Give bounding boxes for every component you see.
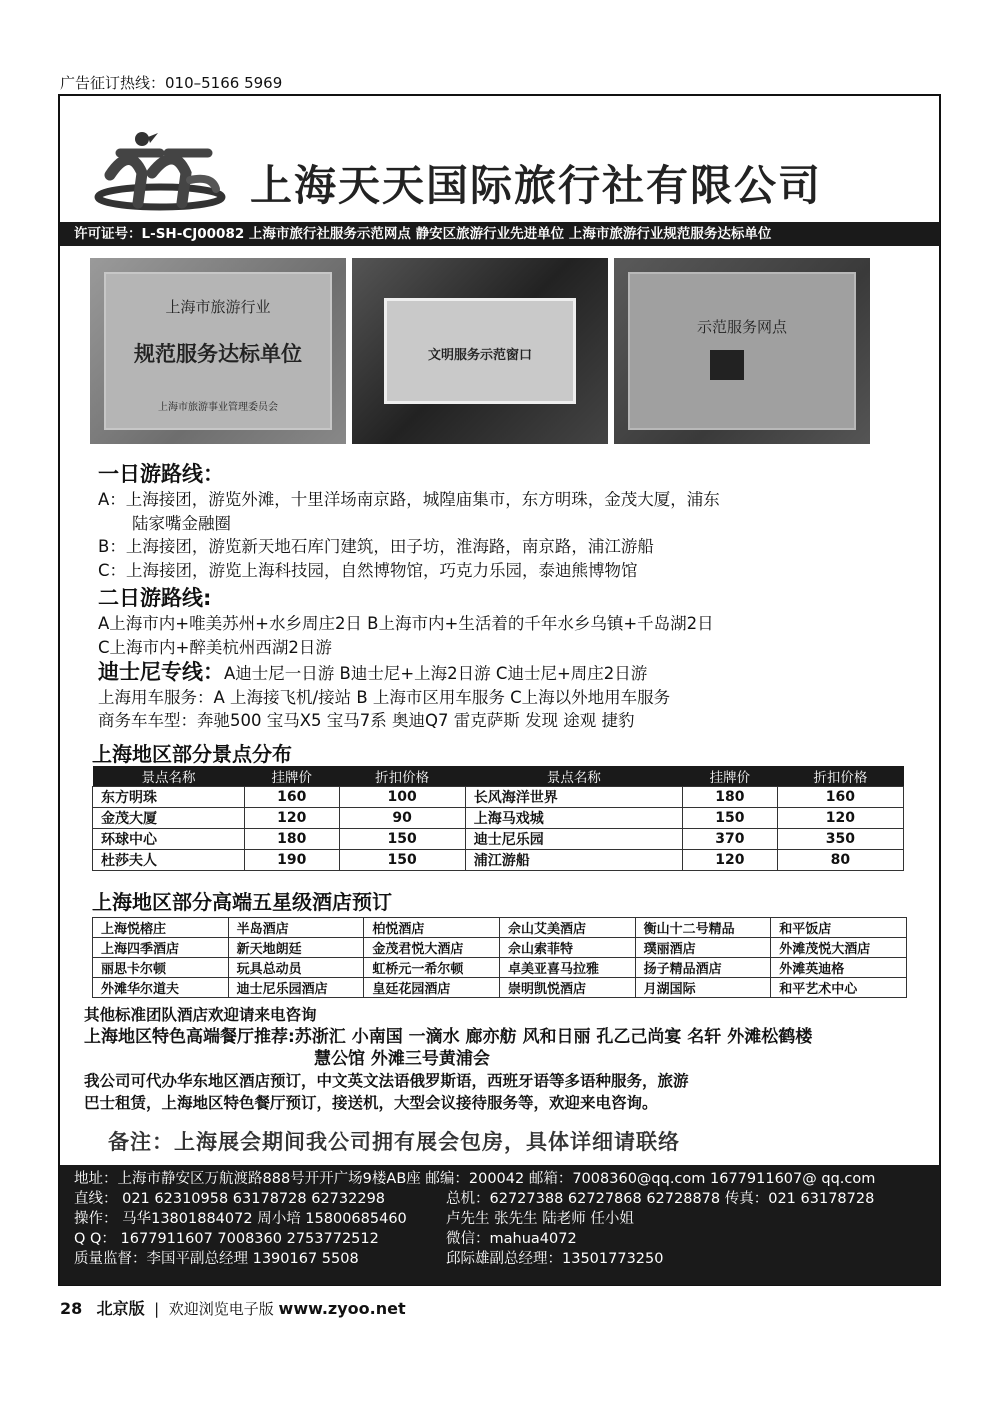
route-line: A上海市内+唯美苏州+水乡周庄2日 B上海市内+生活着的千年水乡乌镇+千岛湖2日 (98, 614, 714, 633)
route-line: C：上海接团，游览上海科技园，自然博物馆，巧克力乐园，泰迪熊博物馆 (98, 560, 638, 580)
table-cell: 丽思卡尔顿 (93, 958, 229, 978)
switchboard: 总机：62727388 62727868 62728878 传真：021 63178728 (446, 1191, 875, 1207)
plaque-text: 文明服务示范窗口 (427, 348, 532, 363)
table-cell: 180 (244, 829, 339, 850)
table-cell: 上海马戏城 (465, 808, 682, 829)
table-cell: 杜莎夫人 (93, 850, 245, 871)
hotels-table (92, 917, 907, 998)
route-line: B：上海接团，游览新天地石库门建筑，田子坊，淮海路，南京路，浦江游船 (98, 537, 654, 556)
table-cell: 160 (244, 787, 339, 808)
plaque-text: 上海市旅游行业 (165, 298, 271, 316)
table-cell: 玩具总动员 (228, 958, 364, 978)
table-cell: 120 (244, 808, 339, 829)
header (90, 125, 910, 220)
table-cell: 150 (683, 808, 778, 829)
hotels-title: 上海地区部分高端五星级酒店预订 (92, 890, 392, 914)
table-cell: 180 (683, 787, 778, 808)
license-bar: 许可证号：L-SH-CJ00082 上海市旅行社服务示范网点 静安区旅游行业先进单位 上海市旅游行业规范服务达标单位 (60, 222, 940, 246)
table-cell: 半岛酒店 (228, 918, 364, 938)
disney-title: 迪士尼专线： (98, 660, 224, 684)
table-header: 挂牌价 (683, 766, 778, 787)
qr-code-icon (710, 350, 744, 380)
disney-text: A迪士尼一日游 B迪士尼+上海2日游 C迪士尼+周庄2日游 (224, 664, 648, 683)
table-cell: 120 (777, 808, 903, 829)
award-plaque-model-outlet (614, 258, 870, 444)
table-cell: 扬子精品酒店 (635, 958, 771, 978)
table-cell: 和平饭店 (771, 918, 907, 938)
browse-text: 欢迎浏览电子版 (168, 1300, 274, 1318)
contacts: 卢先生 张先生 陆老师 任小姐 (446, 1211, 634, 1227)
car-service: 上海用车服务：A 上海接飞机/接站 B 上海市区用车服务 C上海以外地用车服务 (98, 687, 671, 707)
page-number: 28 (60, 1299, 83, 1318)
table-cell: 皇廷花园酒店 (364, 978, 500, 998)
table-cell: 90 (339, 808, 465, 829)
table-cell: 月湖国际 (635, 978, 771, 998)
table-cell: 浦江游船 (465, 850, 682, 871)
award-plaque-standard-service (90, 258, 346, 444)
direct-line: 直线： 021 62310958 63178728 62732298 (74, 1191, 386, 1207)
site-link[interactable]: www.zyoo.net (278, 1299, 406, 1318)
table-cell: 东方明珠 (93, 787, 245, 808)
table-row (93, 958, 907, 978)
footer-row (74, 1169, 940, 1189)
plaque-text: 规范服务达标单位 (134, 341, 302, 366)
table-cell: 金茂君悦大酒店 (364, 938, 500, 958)
table-cell: 100 (339, 787, 465, 808)
qq: Q Q： 1677911607 7008360 2753772512 (74, 1231, 379, 1247)
award-plaque-civilized-service (352, 258, 608, 444)
footer-row (74, 1189, 940, 1209)
operators: 操作： 马华13801884072 周小培 15800685460 (74, 1211, 407, 1227)
table-cell: 150 (339, 829, 465, 850)
table-cell: 外滩茂悦大酒店 (771, 938, 907, 958)
table-cell: 卓美亚喜马拉雅 (499, 958, 635, 978)
table-row (93, 829, 904, 850)
table-header: 折扣价格 (777, 766, 903, 787)
table-cell: 佘山索菲特 (499, 938, 635, 958)
plaque-text: 示范服务网点 (696, 318, 787, 336)
footer-row (74, 1229, 940, 1249)
table-row (93, 938, 907, 958)
table-cell: 虹桥元一希尔顿 (364, 958, 500, 978)
routes-section (98, 458, 898, 733)
table-cell: 迪士尼乐园 (465, 829, 682, 850)
table-cell: 80 (777, 850, 903, 871)
table-cell: 上海四季酒店 (93, 938, 229, 958)
table-cell: 和平艺术中心 (771, 978, 907, 998)
route-line: 陆家嘴金融圈 (132, 513, 231, 533)
disney-line (98, 661, 898, 686)
two-day-title: 二日游路线: (98, 586, 212, 610)
table-cell: 外滩华尔道夫 (93, 978, 229, 998)
table-cell: 衡山十二号精品 (635, 918, 771, 938)
table-header: 挂牌价 (244, 766, 339, 787)
table-cell: 新天地朗廷 (228, 938, 364, 958)
table-cell: 160 (777, 787, 903, 808)
company-name: 上海天天国际旅行社有限公司 (250, 161, 823, 210)
other-line: 其他标准团队酒店欢迎请来电咨询 (84, 1006, 317, 1024)
award-photos (90, 258, 870, 444)
footer-row (74, 1249, 940, 1269)
table-cell: 环球中心 (93, 829, 245, 850)
company-logo-icon (90, 125, 230, 220)
spots-title: 上海地区部分景点分布 (92, 742, 292, 766)
table-row (93, 918, 907, 938)
table-cell: 350 (777, 829, 903, 850)
footer-row (74, 1209, 940, 1229)
car-models: 商务车车型：奔驰500 宝马X5 宝马7系 奥迪Q7 雷克萨斯 发现 途观 捷豹 (98, 711, 635, 730)
ad-hotline: 广告征订热线：010–5166 5969 (60, 74, 283, 92)
note: 备注：上海展会期间我公司拥有展会包房，具体详细请联络 (108, 1130, 680, 1154)
spots-table (92, 766, 904, 871)
table-header: 折扣价格 (339, 766, 465, 787)
table-cell: 璞丽酒店 (635, 938, 771, 958)
plaque-text: 上海市旅游事业管理委员会 (158, 402, 278, 413)
contact-footer (60, 1165, 940, 1285)
table-cell: 370 (683, 829, 778, 850)
table-row (93, 808, 904, 829)
table-row (93, 978, 907, 998)
table-cell: 120 (683, 850, 778, 871)
supervision-2: 邱际雄副总经理：13501773250 (446, 1251, 664, 1267)
supervision: 质量监督：李国平副总经理 1390167 5508 (74, 1251, 359, 1267)
restaurants-line: 上海地区特色高端餐厅推荐:苏浙汇 小南国 一滴水 廊亦舫 风和日丽 孔乙己尚宴 名轩 外滩松鹤楼 (84, 1027, 813, 1047)
other-services (84, 1004, 924, 1114)
table-cell: 长风海洋世界 (465, 787, 682, 808)
address: 地址：上海市静安区万航渡路888号开开广场9楼AB座 邮编：200042 邮箱：7008360@qq.com 1677911607@ qq.com (74, 1171, 876, 1187)
route-line: A：上海接团，游览外滩，十里洋场南京路，城隍庙集市，东方明珠，金茂大厦，浦东 (98, 490, 720, 509)
table-cell: 柏悦酒店 (364, 918, 500, 938)
table-cell: 外滩英迪格 (771, 958, 907, 978)
other-line: 我公司可代办华东地区酒店预订，中文英文法语俄罗斯语，西班牙语等多语种服务，旅游 (84, 1072, 689, 1090)
table-cell: 190 (244, 850, 339, 871)
table-row (93, 850, 904, 871)
table-cell: 迪士尼乐园酒店 (228, 978, 364, 998)
one-day-title: 一日游路线： (98, 462, 224, 486)
restaurants-line: 慧公馆 外滩三号黄浦会 (314, 1049, 490, 1069)
route-line: C上海市内+醉美杭州西湖2日游 (98, 637, 332, 657)
table-cell: 金茂大厦 (93, 808, 245, 829)
other-line: 巴士租赁，上海地区特色餐厅预订，接送机，大型会议接待服务等，欢迎来电咨询。 (84, 1094, 658, 1112)
table-row (93, 787, 904, 808)
page-footer: 28 北京版 | 欢迎浏览电子版 www.zyoo.net (60, 1299, 406, 1318)
table-header: 景点名称 (93, 766, 245, 787)
table-cell: 上海悦榕庄 (93, 918, 229, 938)
table-cell: 崇明凯悦酒店 (499, 978, 635, 998)
wechat: 微信：mahua4072 (446, 1231, 577, 1247)
edition: 北京版 (96, 1299, 145, 1318)
table-header: 景点名称 (465, 766, 682, 787)
table-cell: 佘山艾美酒店 (499, 918, 635, 938)
table-cell: 150 (339, 850, 465, 871)
